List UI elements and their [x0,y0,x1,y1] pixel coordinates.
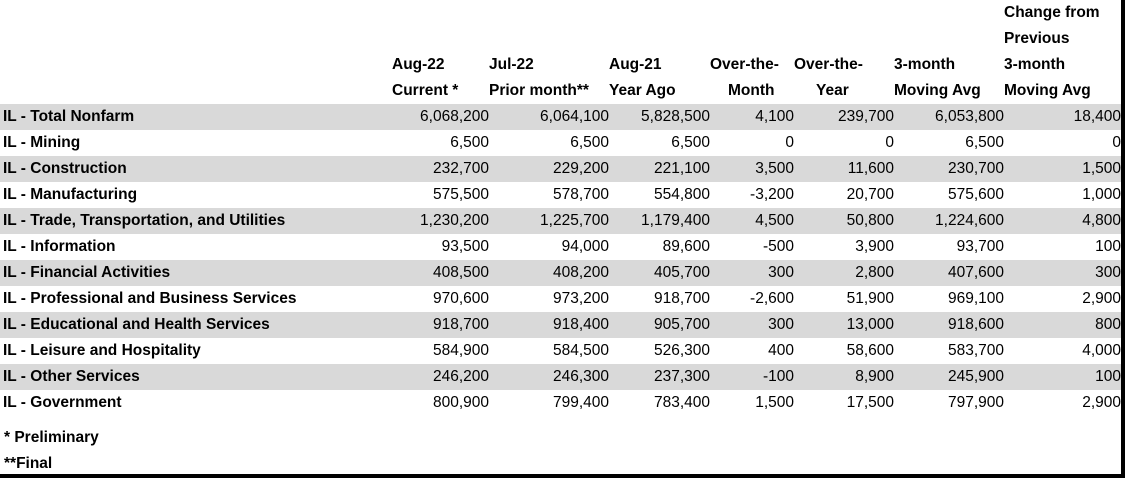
row-value: 4,500 [710,208,794,234]
row-value: 51,900 [846,290,894,307]
row-value: 1,500 [755,394,794,411]
row-value: 1,179,400 [609,208,710,234]
header-col7-line1: Change from [1004,4,1100,21]
table-row [0,104,1121,130]
header-row-2 [0,26,1121,52]
row-value: 6,500 [671,134,710,151]
header-col6-line1: 3-month [894,56,956,73]
header-row-3 [0,52,1121,78]
footnote-preliminary: * Preliminary [4,429,99,446]
row-value: 18,400 [1004,104,1121,130]
row-value: 300 [710,312,794,338]
row-value: 245,900 [894,364,1004,390]
header-col5-line1: Over-the- [794,56,863,73]
row-value: 800 [1004,312,1121,338]
row-value: 11,600 [794,156,894,182]
row-value: 400 [768,342,794,359]
header-col4-line1: Over-the- [710,56,779,73]
row-value: 407,600 [894,260,1004,286]
header-col7-line3: 3-month [1004,56,1066,73]
row-value: 58,600 [846,342,894,359]
table-row [0,260,1121,286]
table-row [0,338,1121,364]
row-label: IL - Professional and Business Services [3,290,297,307]
table-row [0,312,1121,338]
header-col1-line2: Current * [392,82,459,99]
header-col7-line2: Previous [1004,30,1070,47]
row-value: 584,900 [432,342,489,359]
row-value: 554,800 [653,186,710,203]
row-value: 6,500 [570,134,609,151]
row-value: 6,500 [965,134,1004,151]
row-value: 100 [1004,364,1121,390]
row-value: 1,225,700 [489,208,609,234]
row-value: 300 [710,260,794,286]
row-value: 799,400 [552,394,609,411]
table-row [0,390,1121,416]
row-value: 2,900 [1082,394,1121,411]
row-value: 0 [785,134,794,151]
row-value: 20,700 [846,186,894,203]
row-value: 8,900 [794,364,894,390]
footnotes [4,425,99,477]
row-value: 221,100 [609,156,710,182]
row-value: 575,600 [947,186,1004,203]
row-value: 50,800 [794,208,894,234]
header-row-4 [0,78,1121,104]
row-value: 232,700 [392,156,489,182]
row-value: 408,500 [392,260,489,286]
row-value: -2,600 [750,290,794,307]
row-value: 6,500 [450,134,489,151]
row-label: IL - Educational and Health Services [0,312,392,338]
row-value: 583,700 [947,342,1004,359]
row-label: IL - Information [3,238,116,255]
header-col2-line2: Prior month** [489,82,589,99]
row-label: IL - Government [3,394,122,411]
row-value: 526,300 [653,342,710,359]
table-row [0,286,1121,312]
footnote-final: **Final [4,455,53,472]
row-value: 6,068,200 [392,104,489,130]
row-value: 0 [1112,134,1121,151]
header-col3-line1: Aug-21 [609,56,662,73]
row-value: 246,200 [392,364,489,390]
row-value: 3,500 [710,156,794,182]
header-col3-line2: Year Ago [609,82,676,99]
row-label: IL - Total Nonfarm [0,104,392,130]
header-col1-line1: Aug-22 [392,56,445,73]
row-label: IL - Trade, Transportation, and Utilities [0,208,392,234]
table-row [0,156,1121,182]
row-value: 1,230,200 [392,208,489,234]
row-value: 4,800 [1004,208,1121,234]
row-value: 575,500 [432,186,489,203]
row-value: 6,064,100 [489,104,609,130]
row-value: 408,200 [489,260,609,286]
row-value: 300 [1004,260,1121,286]
row-value: 970,600 [432,290,489,307]
row-value: 918,700 [653,290,710,307]
row-value: 94,000 [561,238,609,255]
row-value: 918,600 [894,312,1004,338]
row-value: 969,100 [947,290,1004,307]
row-value: 1,224,600 [894,208,1004,234]
row-value: 3,900 [855,238,894,255]
table-row [0,208,1121,234]
row-value: 800,900 [432,394,489,411]
table-row [0,234,1121,260]
row-value: -3,200 [750,186,794,203]
row-label: IL - Other Services [0,364,392,390]
row-value: 2,900 [1082,290,1121,307]
header-row-1 [0,0,1121,26]
row-value: 17,500 [846,394,894,411]
row-value: 229,200 [489,156,609,182]
row-value: 918,700 [392,312,489,338]
row-value: 93,700 [956,238,1004,255]
row-value: 918,400 [489,312,609,338]
row-value: 93,500 [441,238,489,255]
header-col5-line2: Year [816,82,849,99]
row-value: 237,300 [609,364,710,390]
row-value: 2,800 [794,260,894,286]
row-value: 89,600 [662,238,710,255]
row-value: 405,700 [609,260,710,286]
row-value: 797,900 [947,394,1004,411]
row-label: IL - Financial Activities [0,260,392,286]
row-value: 230,700 [894,156,1004,182]
row-label: IL - Manufacturing [3,186,138,203]
row-value: 905,700 [609,312,710,338]
row-value: 246,300 [489,364,609,390]
row-value: -100 [710,364,794,390]
row-value: 100 [1095,238,1121,255]
row-value: 13,000 [794,312,894,338]
table-row [0,364,1121,390]
row-value: 1,500 [1004,156,1121,182]
row-value: 1,000 [1082,186,1121,203]
header-col6-line2: Moving Avg [894,82,981,99]
row-label: IL - Leisure and Hospitality [3,342,201,359]
row-label: IL - Construction [0,156,392,182]
row-value: 4,000 [1082,342,1121,359]
row-value: 4,100 [710,104,794,130]
header-col4-line2: Month [728,82,775,99]
table-row [0,182,1121,208]
row-value: 6,053,800 [894,104,1004,130]
row-value: 5,828,500 [609,104,710,130]
header-col2-line1: Jul-22 [489,56,534,73]
row-label: IL - Mining [3,134,81,151]
row-value: 578,700 [552,186,609,203]
row-value: 973,200 [552,290,609,307]
row-value: 239,700 [794,104,894,130]
row-value: -500 [762,238,794,255]
row-value: 584,500 [552,342,609,359]
row-value: 0 [885,134,894,151]
table-row [0,130,1121,156]
row-value: 783,400 [653,394,710,411]
header-col7-line4: Moving Avg [1004,82,1091,99]
